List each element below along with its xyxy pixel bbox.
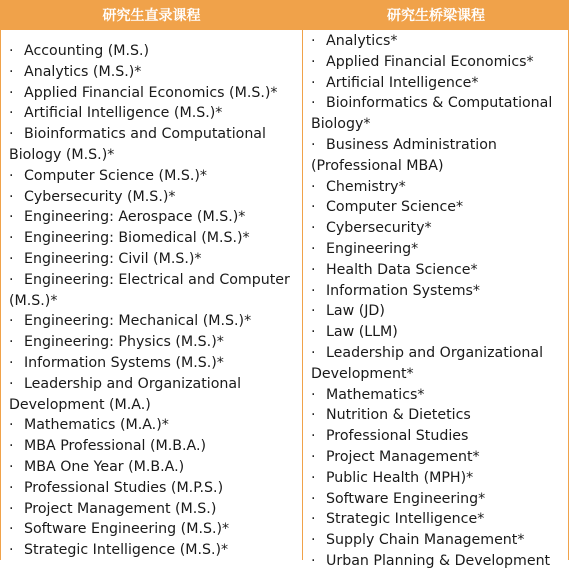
bullet-icon: ·: [9, 375, 14, 392]
bullet-icon: ·: [311, 428, 316, 445]
bullet-icon: ·: [9, 188, 14, 205]
bullet-icon: ·: [9, 334, 14, 351]
bullet-icon: ·: [311, 303, 316, 320]
program-list-item: [311, 31, 567, 52]
program-list-item: [9, 187, 299, 208]
bullet-icon: ·: [311, 74, 316, 91]
bullet-icon: ·: [311, 33, 316, 49]
bullet-icon: ·: [9, 84, 14, 101]
program-name: Urban Planning & Development: [326, 552, 551, 569]
program-list-item: [9, 103, 299, 124]
direct-programs-list: [9, 0, 299, 561]
bullet-icon: ·: [311, 324, 316, 341]
program-name: Analytics*: [326, 33, 398, 49]
bullet-icon: ·: [9, 126, 14, 143]
program-list-item: [9, 436, 299, 457]
program-list-item: [311, 135, 567, 177]
program-name: Engineering: Mechanical (M.S.)*: [24, 313, 252, 330]
program-name: Supply Chain Management*: [326, 532, 525, 549]
bullet-icon: ·: [311, 511, 316, 528]
bullet-icon: ·: [9, 43, 14, 59]
program-name: Leadership and Organizational Development*: [311, 344, 544, 382]
program-name: Law (JD): [326, 303, 385, 320]
bullet-icon: ·: [9, 230, 14, 247]
bullet-icon: ·: [9, 250, 14, 267]
program-list-item: [311, 52, 567, 73]
program-name: Applied Financial Economics*: [326, 53, 534, 70]
program-name: Engineering: Civil (M.S.)*: [24, 250, 202, 267]
program-list-item: [311, 197, 567, 218]
program-name: Bioinformatics and Computational Biology (M.S.)*: [9, 126, 266, 163]
program-name: Engineering*: [326, 240, 419, 257]
bullet-icon: ·: [9, 479, 14, 496]
bullet-icon: ·: [311, 178, 316, 195]
program-list-item: [9, 540, 299, 561]
program-name: Computer Science (M.S.)*: [24, 167, 207, 184]
program-name: Project Management*: [326, 448, 480, 465]
program-list-item: [311, 260, 567, 281]
program-list-item: [9, 519, 299, 540]
program-name: Software Engineering (M.S.)*: [24, 521, 230, 538]
program-list-item: [311, 281, 567, 302]
bullet-icon: ·: [311, 220, 316, 237]
column-divider: [302, 0, 303, 560]
program-name: Artificial Intelligence*: [326, 74, 479, 91]
program-name: Law (LLM): [326, 324, 398, 341]
program-list-item: [311, 509, 567, 530]
program-name: Information Systems*: [326, 282, 481, 299]
program-name: Analytics (M.S.)*: [24, 63, 142, 80]
program-name: Engineering: Aerospace (M.S.)*: [24, 209, 246, 226]
program-name: Cybersecurity*: [326, 220, 432, 237]
program-list-item: [9, 332, 299, 353]
program-list-item: [311, 426, 567, 447]
bullet-icon: ·: [311, 136, 316, 153]
program-list-item: [311, 93, 567, 135]
program-name: MBA Professional (M.B.A.): [24, 438, 206, 455]
bullet-icon: ·: [9, 167, 14, 184]
bullet-icon: ·: [311, 344, 316, 361]
program-name: Project Management (M.S.): [24, 500, 217, 517]
program-name: Leadership and Organizational Development (M.A.): [9, 375, 242, 413]
bullet-icon: ·: [311, 469, 316, 486]
program-name: Accounting (M.S.): [24, 43, 150, 59]
program-name: Applied Financial Economics (M.S.)*: [24, 84, 278, 101]
program-list-item: [9, 41, 299, 62]
bullet-icon: ·: [9, 354, 14, 371]
bullet-icon: ·: [311, 95, 316, 112]
program-list-item: [311, 489, 567, 510]
program-list-item: [311, 447, 567, 468]
program-list-item: [9, 353, 299, 374]
program-list-item: [311, 301, 567, 322]
program-list-item: [9, 311, 299, 332]
bridge-programs-list: [311, 0, 567, 572]
direct-programs-header: 研究生直录课程: [1, 0, 302, 30]
bullet-icon: ·: [9, 271, 14, 288]
bullet-icon: ·: [9, 313, 14, 330]
bullet-icon: ·: [9, 63, 14, 80]
program-name: Professional Studies: [326, 428, 469, 445]
program-name: Information Systems (M.S.)*: [24, 354, 224, 371]
program-name: Business Administration (Professional MBA): [311, 136, 497, 174]
bullet-icon: ·: [311, 386, 316, 403]
program-list-item: [311, 177, 567, 198]
program-name: Health Data Science*: [326, 261, 478, 278]
program-name: Engineering: Physics (M.S.)*: [24, 334, 224, 351]
program-name: Artificial Intelligence (M.S.)*: [24, 105, 223, 122]
program-name: Strategic Intelligence (M.S.)*: [24, 542, 229, 559]
program-name: Professional Studies (M.P.S.): [24, 479, 224, 496]
program-list-item: [311, 322, 567, 343]
bullet-icon: ·: [9, 500, 14, 517]
program-list-item: [311, 551, 567, 572]
program-name: Engineering: Biomedical (M.S.)*: [24, 230, 250, 247]
bullet-icon: ·: [311, 552, 316, 569]
program-list-item: [311, 343, 567, 385]
program-list-item: [9, 457, 299, 478]
program-list-item: [9, 166, 299, 187]
program-list-item: [9, 478, 299, 499]
bullet-icon: ·: [9, 438, 14, 455]
program-name: Chemistry*: [326, 178, 406, 195]
program-list-item: [9, 83, 299, 104]
program-name: Bioinformatics & Computational Biology*: [311, 95, 553, 133]
program-list-item: [311, 530, 567, 551]
program-list-item: [311, 405, 567, 426]
bullet-icon: ·: [311, 240, 316, 257]
bullet-icon: ·: [311, 532, 316, 549]
program-list-item: [311, 218, 567, 239]
program-name: Mathematics*: [326, 386, 425, 403]
program-list-item: [9, 374, 299, 416]
program-list-item: [311, 385, 567, 406]
bullet-icon: ·: [9, 417, 14, 434]
bullet-icon: ·: [9, 105, 14, 122]
program-name: MBA One Year (M.B.A.): [24, 458, 185, 475]
program-name: Mathematics (M.A.)*: [24, 417, 169, 434]
program-list-item: [9, 228, 299, 249]
bullet-icon: ·: [311, 407, 316, 424]
program-list-item: [9, 270, 299, 312]
bullet-icon: ·: [9, 458, 14, 475]
program-list-item: [9, 249, 299, 270]
program-name: Engineering: Electrical and Computer (M.S.)*: [9, 271, 290, 309]
program-name: Public Health (MPH)*: [326, 469, 474, 486]
program-list-item: [311, 73, 567, 94]
bullet-icon: ·: [311, 282, 316, 299]
program-list-item: [9, 207, 299, 228]
program-list-item: [311, 239, 567, 260]
program-list-item: [9, 62, 299, 83]
program-list-item: [9, 415, 299, 436]
bullet-icon: ·: [311, 53, 316, 70]
program-list-item: [9, 499, 299, 520]
program-list-item: [311, 468, 567, 489]
bullet-icon: ·: [311, 261, 316, 278]
program-name: Computer Science*: [326, 199, 464, 216]
program-list-item: [9, 124, 299, 166]
program-name: Strategic Intelligence*: [326, 511, 485, 528]
bullet-icon: ·: [311, 448, 316, 465]
bullet-icon: ·: [311, 199, 316, 216]
bridge-programs-header: 研究生桥梁课程: [303, 0, 569, 30]
program-name: Cybersecurity (M.S.)*: [24, 188, 176, 205]
bullet-icon: ·: [311, 490, 316, 507]
program-name: Software Engineering*: [326, 490, 486, 507]
bullet-icon: ·: [9, 209, 14, 226]
program-name: Nutrition & Dietetics: [326, 407, 471, 424]
bullet-icon: ·: [9, 542, 14, 559]
bullet-icon: ·: [9, 521, 14, 538]
